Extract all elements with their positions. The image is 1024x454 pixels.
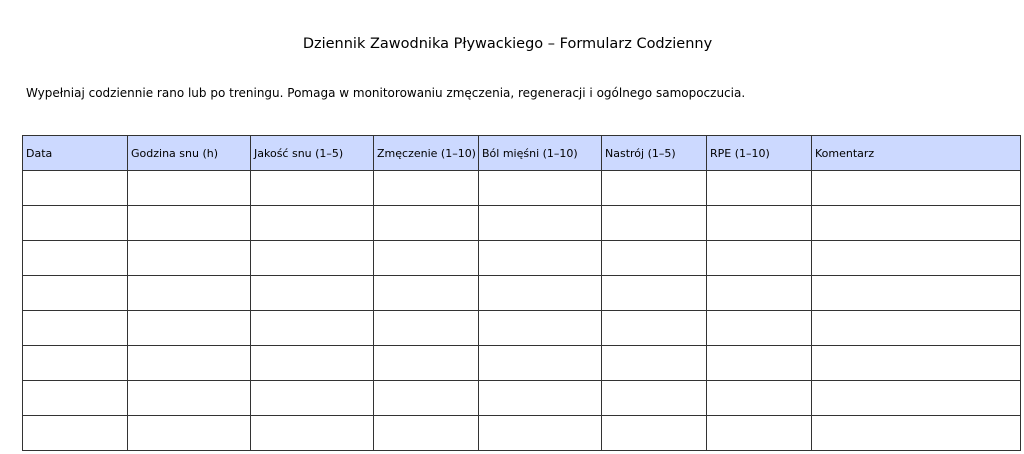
- comment-cell[interactable]: [812, 276, 1021, 311]
- form-title: Dziennik Zawodnika Pływackiego – Formularz Codzienny: [302, 36, 713, 52]
- date-cell[interactable]: [23, 311, 128, 346]
- column-header-muscle-soreness: Ból mięśni (1–10): [479, 136, 602, 171]
- form-instructions: Wypełniaj codziennie rano lub po treningu. Pomaga w monitorowaniu zmęczenia, regeneracji i ogólnego samopoczucia.: [26, 86, 746, 100]
- table-row: [23, 276, 1021, 311]
- mood-cell[interactable]: [602, 206, 707, 241]
- muscle-soreness-cell[interactable]: [479, 416, 602, 451]
- muscle-soreness-cell[interactable]: [479, 206, 602, 241]
- table-row: [23, 416, 1021, 451]
- comment-cell[interactable]: [812, 206, 1021, 241]
- date-cell[interactable]: [23, 416, 128, 451]
- mood-cell[interactable]: [602, 311, 707, 346]
- date-cell[interactable]: [23, 346, 128, 381]
- sleep-quality-cell[interactable]: [251, 171, 374, 206]
- sleep-hours-cell[interactable]: [128, 171, 251, 206]
- fatigue-cell[interactable]: [374, 171, 479, 206]
- comment-cell[interactable]: [812, 171, 1021, 206]
- sleep-quality-cell[interactable]: [251, 311, 374, 346]
- sleep-quality-cell[interactable]: [251, 346, 374, 381]
- mood-cell[interactable]: [602, 171, 707, 206]
- sleep-hours-cell[interactable]: [128, 381, 251, 416]
- fatigue-cell[interactable]: [374, 241, 479, 276]
- rpe-cell[interactable]: [707, 381, 812, 416]
- fatigue-cell[interactable]: [374, 276, 479, 311]
- sleep-quality-cell[interactable]: [251, 206, 374, 241]
- rpe-cell[interactable]: [707, 241, 812, 276]
- column-header-rpe: RPE (1–10): [707, 136, 812, 171]
- sleep-hours-cell[interactable]: [128, 241, 251, 276]
- column-header-date: Data: [23, 136, 128, 171]
- muscle-soreness-cell[interactable]: [479, 311, 602, 346]
- table-row: [23, 381, 1021, 416]
- muscle-soreness-cell[interactable]: [479, 346, 602, 381]
- sleep-quality-cell[interactable]: [251, 416, 374, 451]
- comment-cell[interactable]: [812, 381, 1021, 416]
- table-row: [23, 206, 1021, 241]
- comment-cell[interactable]: [812, 346, 1021, 381]
- sleep-hours-cell[interactable]: [128, 416, 251, 451]
- sleep-hours-cell[interactable]: [128, 206, 251, 241]
- column-header-mood: Nastrój (1–5): [602, 136, 707, 171]
- column-header-fatigue: Zmęczenie (1–10): [374, 136, 479, 171]
- muscle-soreness-cell[interactable]: [479, 241, 602, 276]
- comment-cell[interactable]: [812, 416, 1021, 451]
- rpe-cell[interactable]: [707, 346, 812, 381]
- table-row: [23, 346, 1021, 381]
- date-cell[interactable]: [23, 171, 128, 206]
- rpe-cell[interactable]: [707, 206, 812, 241]
- rpe-cell[interactable]: [707, 171, 812, 206]
- mood-cell[interactable]: [602, 381, 707, 416]
- rpe-cell[interactable]: [707, 311, 812, 346]
- sleep-hours-cell[interactable]: [128, 276, 251, 311]
- sleep-hours-cell[interactable]: [128, 346, 251, 381]
- mood-cell[interactable]: [602, 416, 707, 451]
- fatigue-cell[interactable]: [374, 346, 479, 381]
- date-cell[interactable]: [23, 276, 128, 311]
- mood-cell[interactable]: [602, 346, 707, 381]
- sleep-hours-cell[interactable]: [128, 311, 251, 346]
- table-row: [23, 311, 1021, 346]
- mood-cell[interactable]: [602, 276, 707, 311]
- sleep-quality-cell[interactable]: [251, 241, 374, 276]
- table-row: [23, 171, 1021, 206]
- sleep-quality-cell[interactable]: [251, 276, 374, 311]
- comment-cell[interactable]: [812, 311, 1021, 346]
- date-cell[interactable]: [23, 381, 128, 416]
- column-header-sleep-hours: Godzina snu (h): [128, 136, 251, 171]
- date-cell[interactable]: [23, 206, 128, 241]
- muscle-soreness-cell[interactable]: [479, 276, 602, 311]
- fatigue-cell[interactable]: [374, 381, 479, 416]
- fatigue-cell[interactable]: [374, 311, 479, 346]
- date-cell[interactable]: [23, 241, 128, 276]
- muscle-soreness-cell[interactable]: [479, 171, 602, 206]
- mood-cell[interactable]: [602, 241, 707, 276]
- comment-cell[interactable]: [812, 241, 1021, 276]
- table-header-row: [23, 136, 1021, 171]
- fatigue-cell[interactable]: [374, 206, 479, 241]
- fatigue-cell[interactable]: [374, 416, 479, 451]
- sleep-quality-cell[interactable]: [251, 381, 374, 416]
- daily-log-table: [22, 135, 1021, 451]
- column-header-comment: Komentarz: [812, 136, 1021, 171]
- column-header-sleep-quality: Jakość snu (1–5): [251, 136, 374, 171]
- rpe-cell[interactable]: [707, 416, 812, 451]
- rpe-cell[interactable]: [707, 276, 812, 311]
- muscle-soreness-cell[interactable]: [479, 381, 602, 416]
- table-row: [23, 241, 1021, 276]
